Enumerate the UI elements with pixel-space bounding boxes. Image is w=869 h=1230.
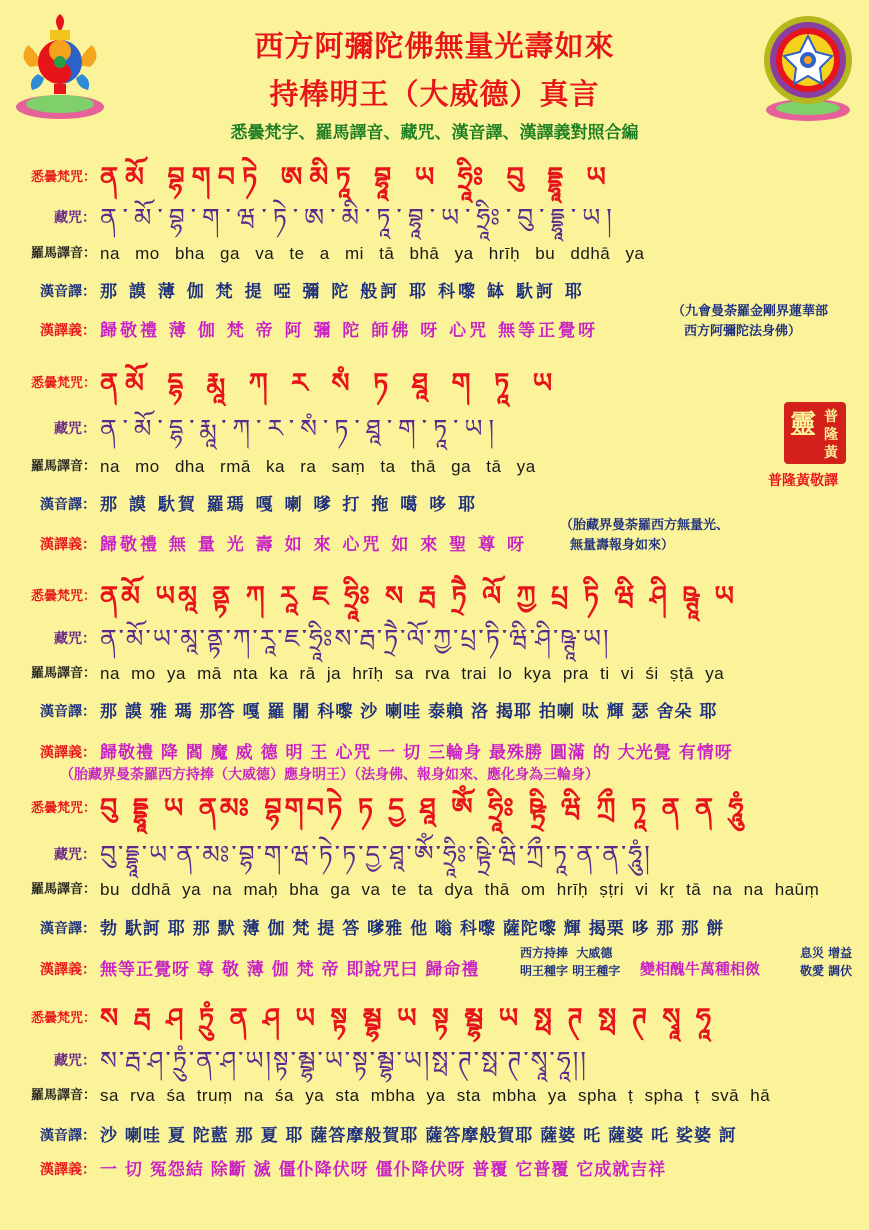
- note-line: 無量壽報身如來）: [570, 538, 675, 553]
- tibetan-label: 藏咒：: [54, 421, 96, 437]
- section-1-roman-row: [0, 239, 869, 269]
- mini-text: 明王種字: [572, 964, 621, 978]
- yi-label: 漢譯義：: [40, 962, 96, 978]
- han-label: 漢音譯：: [40, 1128, 96, 1144]
- section-2-tibetan-row: [0, 414, 869, 444]
- section-1-tibetan-row: [0, 203, 869, 233]
- yi-label: 漢譯義：: [40, 1162, 96, 1178]
- han-text: 那 謨 馱賀 羅瑪 嘎 喇 嗲 打 拖 噶 哆 耶: [100, 495, 479, 515]
- seal-char: 普: [824, 409, 838, 425]
- siddham-text: ནམོ བྷགབཏེ ཨམིཏཱ བྷཱ ཡ ཧྲཱིཿ བུ དྡྷཱ ཡ: [100, 162, 613, 193]
- section-2-siddham-row: [0, 369, 869, 399]
- roman-label: 羅馬譯音：: [30, 246, 96, 261]
- roman-text: na mo bha ga va te a mi tā bhā ya hrīḥ bu ddhā ya: [100, 244, 645, 263]
- section-4-roman-row: [0, 875, 869, 905]
- tibetan-text: ན་མོ་དྷ་རྨཱ་ཀ་ར་སཾ་ཏ་ཐཱ་ག་ཏཱ་ཡ།: [100, 414, 501, 443]
- yi-label: 漢譯義：: [40, 745, 96, 761]
- han-text: 勃 馱訶 耶 那 默 薄 伽 梵 提 答 嗲雅 他 嗡 科嚟 薩陀嚟 輝 揭栗 哆 那 那 餅: [100, 919, 725, 939]
- section-5-siddham-row: [0, 1004, 869, 1034]
- section-3-roman-row: [0, 659, 869, 689]
- yi-text: 歸敬禮 薄 伽 梵 帝 阿 彌 陀 師佛 呀 心咒 無等正覺呀: [100, 321, 599, 341]
- mini-text: 息災 增益: [800, 946, 853, 960]
- yi-text: 歸敬禮 無 量 光 壽 如 來 心咒 如 來 聖 尊 呀: [100, 535, 528, 555]
- tibetan-label: 藏咒：: [54, 1053, 96, 1069]
- siddham-text: བུ དྡྷཱ ཡ ནམཿ བྷགབཏེ ཏ དྱ ཐཱ ཨོཾ ཧྲཱིཿ ཥྟྲི ཝི ཀྲྀ ཏཱ ན ན ཧཱུཾ: [100, 793, 747, 824]
- page-subtitle-mantra: 持棒明王（大威德）真言: [269, 77, 600, 111]
- han-label: 漢音譯：: [40, 497, 96, 513]
- tibetan-text: བུ་དྡྷཱ་ཡ་ན་མཿ་བྷ་ག་ཝ་ཏེ་ཏ་དྱ་ཐཱ་ཨོཾ་ཧྲཱིཿ་ཥྟྲི་ཝི་ཀྲྀ་ཏཱ་ན་ན་ཧཱུཾ།: [100, 840, 652, 869]
- roman-label: 羅馬譯音：: [30, 1088, 96, 1103]
- page-title: 西方阿彌陀佛無量光壽如來: [254, 29, 615, 63]
- mini-text: 西方持捧: [520, 946, 569, 960]
- siddham-label: 悉曇梵咒：: [30, 170, 96, 185]
- yi-text: 歸敬禮 降 閻 魔 威 德 明 王 心咒 一 切 三輪身 最殊勝 圓滿 的 大光覺 有情呀: [100, 743, 733, 763]
- note-line: （九會曼荼羅金剛界蓮華部: [672, 304, 829, 319]
- siddham-text: ནམོ དྷ རྨཱ ཀ ར སཾ ཏ ཐཱ ག ཏཱ ཡ: [100, 368, 560, 399]
- han-label: 漢音譯：: [40, 284, 96, 300]
- section-2-han-row: [0, 490, 869, 520]
- seal-char: 黃: [824, 445, 838, 461]
- roman-label: 羅馬譯音：: [30, 666, 96, 681]
- mini-text: 大威德: [576, 946, 613, 960]
- tibetan-text: ས་རྦ་ཤ་ཏྲུཾ་ན་ཤ་ཡ།སྟ་མྦྷ་ཡ་སྟ་མྦྷ་ཡ།སྥ་ཊ་སྥ་ཊ་སྭཱ་ཧཱ།།: [100, 1046, 588, 1075]
- section-3-han-row: [0, 697, 869, 727]
- section-5-yi-row: [0, 1155, 869, 1185]
- siddham-label: 悉曇梵咒：: [30, 801, 96, 816]
- tibetan-label: 藏咒：: [54, 847, 96, 863]
- page-subtitle-compilation: 悉曇梵字、羅馬譯音、藏咒、漢音譯、漢譯義對照合編: [230, 123, 639, 143]
- han-label: 漢音譯：: [40, 921, 96, 937]
- translator-seal-icon: [784, 402, 846, 464]
- section-5-roman-row: [0, 1081, 869, 1111]
- roman-text: na mo ya mā nta ka rā ja hrīḥ sa rva trai lo kya pra ti vi śi ṣṭā ya: [100, 664, 725, 683]
- roman-text: bu ddhā ya na maḥ bha ga va te ta dya thā om hrīḥ ṣṭri vi kṛ tā na na haūṃ: [100, 880, 820, 899]
- tibetan-text: ན་མོ་ཡ་མཱ་ནྟ་ཀ་རཱ་ཇ་ཧྲཱིཿས་རྦ་ཏྲཻ་ལོ་ཀྱ་པྲ་ཏི་ཝི་ཤི་ཥྚཱ་ཡ།: [100, 624, 611, 653]
- seal-char: 靈: [790, 410, 817, 440]
- section-2-yi-row: [0, 530, 869, 560]
- seed-syllable-note: [520, 944, 620, 980]
- yi-text: 無等正覺呀 尊 敬 薄 伽 梵 帝 即說咒曰 歸命禮: [100, 960, 480, 980]
- roman-text: sa rva śa truṃ na śa ya sta mbha ya sta mbha ya spha ṭ spha ṭ svā hā: [100, 1086, 771, 1105]
- section-3-tibetan-row: [0, 624, 869, 654]
- transformation-note: 變相醜牛萬種相傚: [640, 960, 761, 978]
- yi-label: 漢譯義：: [40, 537, 96, 553]
- siddham-label: 悉曇梵咒：: [30, 376, 96, 391]
- section-4-tibetan-row: [0, 840, 869, 870]
- roman-label: 羅馬譯音：: [30, 459, 96, 474]
- tibetan-label: 藏咒：: [54, 210, 96, 226]
- han-text: 那 謨 雅 瑪 那答 嘎 羅 闍 科嚟 沙 喇哇 泰賴 洛 揭耶 拍喇 呔 輝 瑟 舍朵 耶: [100, 702, 718, 722]
- han-text: 那 謨 薄 伽 梵 提 啞 彌 陀 般訶 耶 科嚟 缽 馱訶 耶: [100, 282, 585, 302]
- seal-char: 隆: [824, 427, 838, 443]
- section-1-note: [672, 302, 828, 342]
- siddham-label: 悉曇梵咒：: [30, 1011, 96, 1026]
- siddham-label: 悉曇梵咒：: [30, 589, 96, 604]
- four-rites-note: [800, 944, 852, 980]
- section-2-roman-row: [0, 452, 869, 482]
- tibetan-text: ན་མོ་བྷ་ག་ཝ་ཏེ་ཨ་མི་ཏཱ་བྷཱ་ཡ་ཧྲཱིཿ་བུ་དྡྷཱ་ཡ།: [100, 203, 618, 232]
- section-3-note: （胎藏界曼荼羅西方持捧（大威德）應身明王）（法身佛、報身如來、應化身為三輪身）: [60, 767, 599, 783]
- section-1-siddham-row: [0, 163, 869, 193]
- han-text: 沙 喇哇 夏 陀藍 那 夏 耶 薩答摩般賀耶 薩答摩般賀耶 薩婆 吒 薩婆 吒 娑婆 訶: [100, 1126, 737, 1146]
- mini-text: 敬愛 調伏: [800, 964, 853, 978]
- section-2-note: [560, 516, 729, 556]
- section-5-han-row: [0, 1121, 869, 1151]
- yi-text: 一 切 冤怨結 除斷 滅 僵仆降伏呀 僵仆降伏呀 普覆 它普覆 它成就吉祥: [100, 1160, 667, 1180]
- mini-text: 明王種字: [520, 964, 569, 978]
- tibetan-label: 藏咒：: [54, 631, 96, 647]
- note-line: （胎藏界曼荼羅西方無量光、: [560, 518, 730, 533]
- section-4-han-row: [0, 914, 869, 944]
- roman-label: 羅馬譯音：: [30, 882, 96, 897]
- section-3-siddham-row: [0, 582, 869, 612]
- section-4-siddham-row: [0, 794, 869, 824]
- yi-label: 漢譯義：: [40, 323, 96, 339]
- roman-text: na mo dha rmā ka ra saṃ ta thā ga tā ya: [100, 457, 536, 476]
- translator-caption: 普隆黃敬譯: [768, 473, 838, 489]
- section-5-tibetan-row: [0, 1046, 869, 1076]
- siddham-text: ས རྦ ཤ ཏྲུཾ ན ཤ ཡ སྟ མྦྷ ཡ སྟ མྦྷ ཡ སྥ ཊ སྥ ཊ སྭཱ ཧཱ: [100, 1003, 715, 1034]
- siddham-text: ནམོ ཡམཱ ནྟ ཀ རཱ ཇ ཧྲཱིཿ ས རྦ ཏྲཻ ལོ ཀྱ པྲ ཏི ཝི ཤི ཥྚཱ ཡ: [100, 581, 737, 612]
- han-label: 漢音譯：: [40, 704, 96, 720]
- note-line: 西方阿彌陀法身佛）: [684, 324, 802, 339]
